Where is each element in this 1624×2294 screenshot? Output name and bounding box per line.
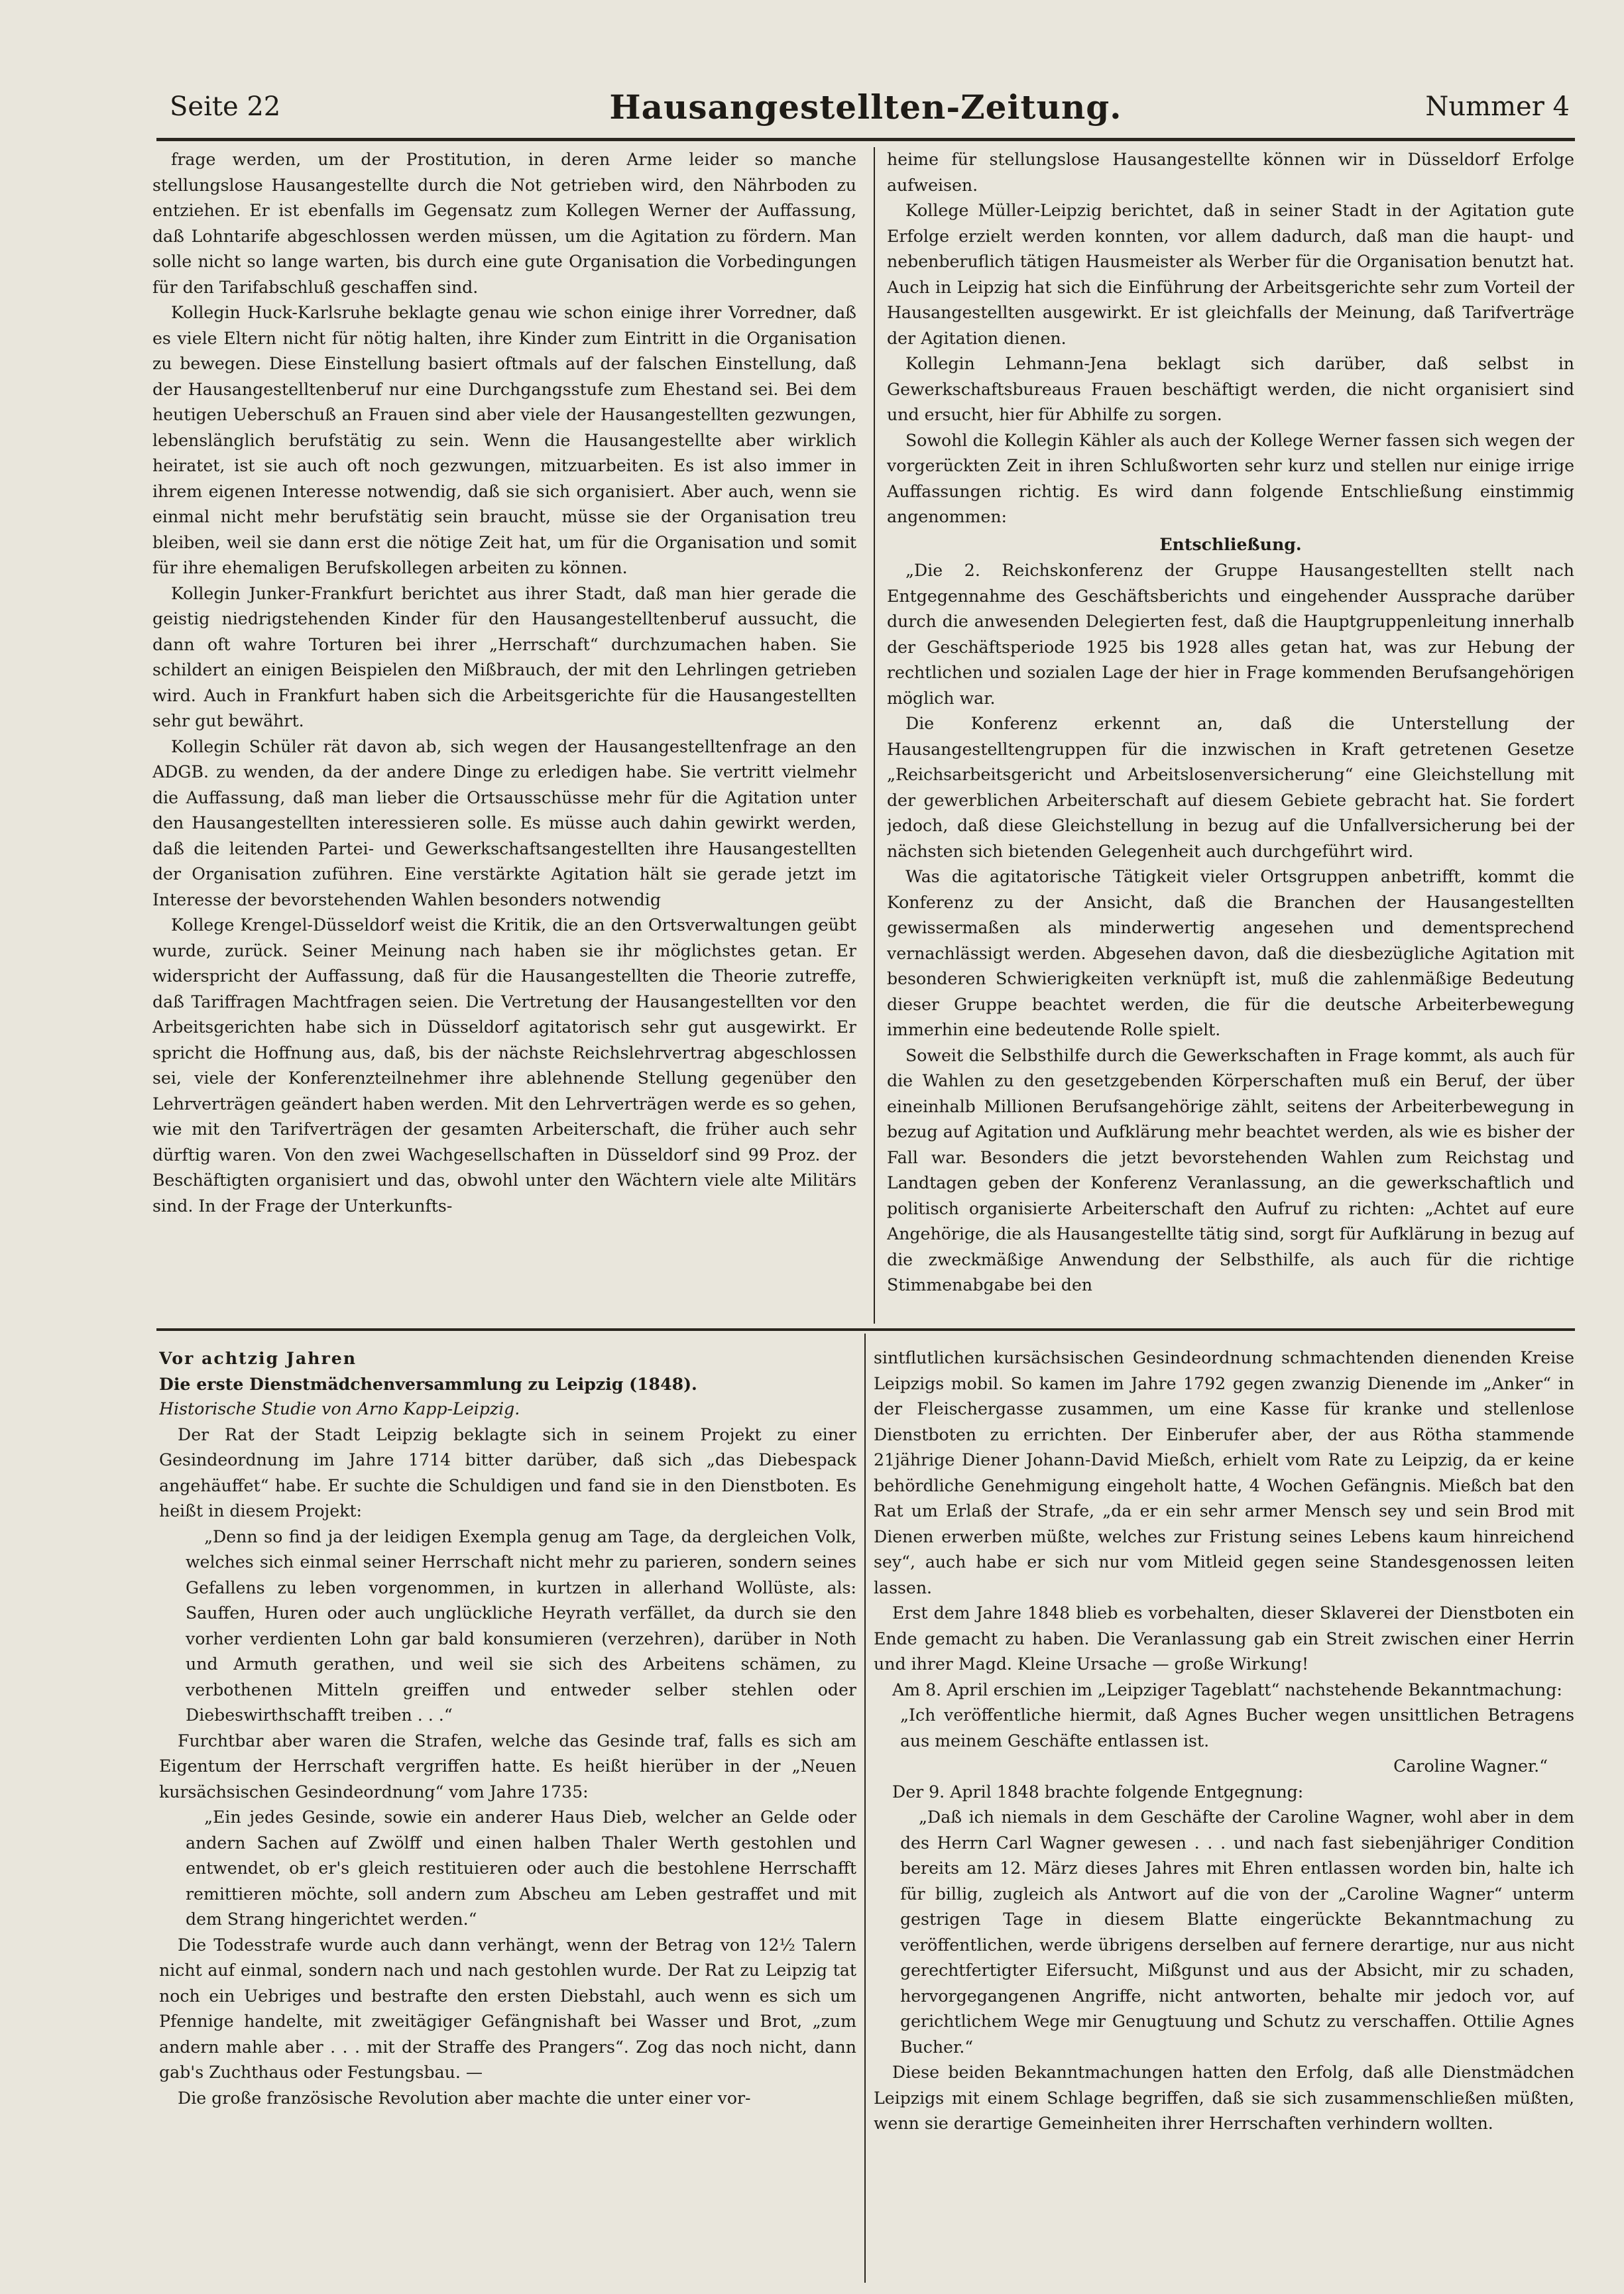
issue-number: Nummer 4: [1425, 91, 1570, 122]
paragraph: Der Rat der Stadt Leipzig beklagte sich in seinem Projekt zu einer Gesindeordnung im Jahre 1714 bitter darüber, daß sich „das Diebespack angehäuffet“ habe. Er suchte die Schuldigen und fand sie in den Dienstboten. Es heißt in diesem Projekt:: [159, 1424, 856, 1520]
paragraph: Die große französische Revolution aber machte die unter einer vor-: [178, 2088, 751, 2108]
paragraph: Was die agitatorische Tätigkeit vieler Ortsgruppen anbetrifft, kommt die Konferenz zu der Ansicht, daß die Branchen der Hausangestellten gewissermaßen als minderwertig angesehen und dementsprechend vernachlässigt werden. Abgesehen davon, daß die diesbezügliche Agitation mit besonderen Schwierigkeiten verknüpft ist, muß die zahlenmäßige Bedeutung dieser Gruppe beachtet werden, die für die deutsche Arbeiterbewegung immerhin eine bedeutende Rolle spielt.: [887, 867, 1574, 1039]
paragraph: frage werden, um der Prostitution, in deren Arme leider so manche stellungslose Hausangestellte durch die Not getrieben wird, den Nährboden zu entziehen. Er ist ebenfalls im Gegensatz zum Kollegen Werner der Auffassung, daß Lohntarife abgeschlossen werden müssen, um die Agitation zu fördern. Man solle nicht so lange warten, bis durch eine gute Organisation die Vorbedingungen für den Tarifabschluß geschaffen sind.: [152, 150, 856, 297]
paragraph: Kollegin Lehmann-Jena beklagt sich darüber, daß selbst in Gewerkschaftsbureaus Frauen beschäftigt werden, die nicht organisiert sind und ersucht, hier für Abhilfe zu sorgen.: [887, 354, 1574, 424]
newspaper-title: Hausangestellten-Zeitung.: [609, 87, 1122, 127]
paragraph: „Die 2. Reichskonferenz der Gruppe Hausangestellten stellt nach Entgegennahme des Geschäftsberichts und eingehender Aussprache darüber durch die anwesenden Delegierten fest, daß die Hauptgruppenleitung innerhalb der Geschäftsperiode 1925 bis 1928 alles getan hat, was zur Hebung der rechtlichen und sozialen Lage der hier in Frage kommenden Berufsangehörigen möglich war.: [887, 561, 1574, 708]
upper-right-column: [887, 147, 1574, 1323]
paragraph: Die Todesstrafe wurde auch dann verhängt, wenn der Betrag von 12½ Talern nicht auf einmal, sondern nach und nach gestohlen wurde. Der Rat zu Leipzig tat noch ein Uebriges und bestrafte den ersten Diebstahl, auch wenn es sich um Pfennige handelte, mit zweitägiger Gefängnishaft bei Wasser und Brot, „zum andern mahle aber . . . mit der Straffe des Prangers“. Zog das noch nicht, dann gab's Zuchthaus oder Festungsbau. —: [159, 1935, 856, 2082]
column-rule: [874, 147, 875, 1324]
article-byline: Historische Studie von Arno Kapp-Leipzig.: [159, 1399, 520, 1418]
page-number: Seite 22: [170, 91, 281, 122]
article-subtitle: Die erste Dienstmädchenversammlung zu Leipzig (1848).: [159, 1373, 697, 1394]
paragraph: Sowohl die Kollegin Kähler als auch der Kollege Werner fassen sich wegen der vorgerückten Zeit in ihren Schlußworten sehr kurz und stellen nur einige irrige Auffassungen richtig. Es wird dann folgende Entschließung einstimmig angenommen:: [887, 430, 1574, 526]
paragraph: Kollegin Junker-Frankfurt berichtet aus ihrer Stadt, daß man hier gerade die geistig niedrigstehenden Kinder für den Hausangestelltenberuf aussucht, die dann oft wahre Torturen bei ihrer „Herrschaft“ durchzumachen haben. Sie schildert an einigen Beispielen den Mißbrauch, der mit den Lehrlingen getrieben wird. Auch in Frankfurt haben sich die Arbeitsgerichte für die Hausangestellten sehr gut bewährt.: [152, 583, 856, 730]
article-title: Vor achtzig Jahren: [159, 1348, 357, 1368]
quote-paragraph: „Daß ich niemals in dem Geschäfte der Caroline Wagner, wohl aber in dem des Herrn Carl Wagner gewesen . . . und nach fast siebenjähriger Condition bereits am 12. März dieses Jahres mit Ehren entlassen worden bin, halte ich für billig, zugleich als Antwort auf die von der „Caroline Wagner“ unterm gestrigen Tage in diesem Blatte eingerückte Bekanntmachung zu veröffentlichen, werde übrigens derselben auf fernere derartige, nur aus nicht gerechtfertigter Eifersucht, Mißgunst und aus der Absicht, mir zu schaden, hervorgegangenen Angriffe, nicht antworten, behalte mir jedoch vor, auf gerichtlichem Wege mir Genugtuung und Schutz zu verschaffen. Ottilie Agnes Bucher.“: [900, 1807, 1574, 2057]
article-right-column: [874, 1346, 1574, 2280]
paragraph: Der 9. April 1848 brachte folgende Entgegnung:: [892, 1782, 1304, 1802]
notice-signature: Caroline Wagner.“: [1393, 1756, 1548, 1776]
paragraph: sintflutlichen kursächsischen Gesindeordnung schmachtenden dienenden Kreise Leipzigs mobil. So kamen im Jahre 1792 gegen zwanzig Dienende im „Anker“ in der Fleischergasse zusammen, um eine Kasse für kranke und stellenlose Dienstboten zu errichten. Der Einberufer aber, der aus Rötha stammende 21jährige Diener Johann-David Mießch, erhielt vom Rate zu Leipzig, da er keine behördliche Genehmigung eingeholt hatte, 4 Wochen Gefängnis. Mießch bat den Rat um Erlaß der Strafe, „da er ein sehr armer Mensch sey und sein Brod mit Dienen erwerben müßte, welches zur Fristung seines Lebens kaum hinreichend sey“, auch habe er sich nur vom Mitleid gegen seine Standesgenossen leiten lassen.: [874, 1348, 1574, 1597]
section-rule: [156, 1328, 1575, 1331]
article-left-column: [159, 1346, 856, 2280]
paragraph: heime für stellungslose Hausangestellte können wir in Düsseldorf Erfolge aufweisen.: [887, 150, 1574, 195]
paragraph: Furchtbar aber waren die Strafen, welche das Gesinde traf, falls es sich am Eigentum der Herrschaft vergriffen hatte. Es heißt hierüber in der „Neuen kursächsischen Gesindeordnung“ vom Jahre 1735:: [159, 1731, 856, 1802]
quote-paragraph: „Denn so find ja der leidigen Exempla genug am Tage, da dergleichen Volk, welches sich einmal seiner Herrschaft nicht mehr zu parieren, sondern seines Gefallens zu leben vorgenommen, in kurtzen in allerhand Wollüste, als: Sauffen, Huren oder auch unglückliche Heyrath verfället, da durch sie den vorher verdienten Lohn gar bald konsumieren (verzehren), darüber in Noth und Armuth gerathen, und weil sie sich des Arbeitens schämen, zu verbothenen Mitteln greiffen und entweder selber stehlen oder Diebeswirthschafft treiben . . .“: [186, 1526, 856, 1725]
paragraph: Kollegin Schüler rät davon ab, sich wegen der Hausangestelltenfrage an den ADGB. zu wenden, da der andere Dinge zu erledigen habe. Sie vertritt vielmehr die Auffassung, daß man lieber die Ortsausschüsse mehr für die Agitation unter den Hausangestellten interessieren solle. Es müsse auch dahin gewirkt werden, daß die leitenden Partei- und Gewerkschaftsangestellten ihre Hausangestellten der Organisation zuführen. Eine verstärkte Agitation hält sie gerade jetzt im Interesse der bevorstehenden Wahlen besonders notwendig: [152, 736, 856, 909]
paragraph: Erst dem Jahre 1848 blieb es vorbehalten, dieser Sklaverei der Dienstboten ein Ende gemacht zu haben. Die Veranlassung gab ein Streit zwischen einer Herrin und ihrer Magd. Kleine Ursache — große Wirkung!: [874, 1603, 1574, 1674]
header-rule: [156, 138, 1575, 141]
paragraph: Kollege Krengel-Düsseldorf weist die Kritik, die an den Ortsverwaltungen geübt wurde, zurück. Seiner Meinung nach haben sie ihr möglichstes getan. Er widerspricht der Auffassung, daß für die Hausangestellten die Theorie zutreffe, daß Tariffragen Machtfragen seien. Die Vertretung der Hausangestellten vor den Arbeitsgerichten habe sich in Düsseldorf agitatorisch sehr gut ausgewirkt. Er spricht die Hoffnung aus, daß, bis der nächste Reichslehrvertrag abgeschlossen sei, viele der Konferenzteilnehmer ihre ablehnende Stellung gegenüber den Lehrverträgen geändert haben werden. Mit den Lehrverträgen werde es so gehen, wie mit den Tarifverträgen der gesamten Arbeiterschaft, die früher auch sehr dürftig waren. Von den zwei Wachgesellschaften in Düsseldorf sind 99 Proz. der Beschäftigten organisiert und das, obwohl unter den Wächtern viele alte Militärs sind. In der Frage der Unterkunfts-: [152, 915, 856, 1216]
paragraph: Soweit die Selbsthilfe durch die Gewerkschaften in Frage kommt, als auch für die Wahlen zu den gesetzgebenden Körperschaften muß ein Beruf, der über eineinhalb Millionen Berufsangehörige zählt, seitens der Arbeiterbewegung in bezug auf Agitation und Aufklärung mehr beachtet werden, als wie es bisher der Fall war. Besonders die jetzt bevorstehenden Wahlen zum Reichstag und Landtagen geben der Konferenz Veranlassung, an die gewerkschaftlich und politisch organisierte Arbeiterschaft den Aufruf zu richten: „Achtet auf eure Angehörige, die als Hausangestellte tätig sind, sorgt für Aufklärung in bezug auf die zweckmäßige Anwendung der Selbsthilfe, als auch für die richtige Stimmenabgabe bei den: [887, 1045, 1574, 1294]
page-header: [156, 85, 1575, 138]
paragraph: Die Konferenz erkennt an, daß die Unterstellung der Hausangestelltengruppen für die inzwischen in Kraft getretenen Gesetze „Reichsarbeitsgericht und Arbeitslosenversicherung“ eine Gleichstellung mit der gewerblichen Arbeiterschaft auf diesem Gebiete gebracht hat. Sie fordert jedoch, daß diese Gleichstellung in bezug auf die Unfallversicherung bei der nächsten sich bietenden Gelegenheit auch durchgeführt wird.: [887, 714, 1574, 861]
paragraph: Am 8. April erschien im „Leipziger Tageblatt“ nachstehende Bekanntmachung:: [892, 1680, 1562, 1699]
resolution-heading: Entschließung.: [1159, 534, 1302, 554]
paragraph: Kollege Müller-Leipzig berichtet, daß in seiner Stadt in der Agitation gute Erfolge erzielt werden konnten, vor allem dadurch, daß man die haupt- und nebenberuflich tätigen Hausmeister als Werber für die Organisation benutzt hat. Auch in Leipzig hat sich die Einführung der Arbeitsgerichte sehr zum Vorteil der Hausangestellten ausgewirkt. Er ist gleichfalls der Meinung, daß Tarifverträge der Agitation dienen.: [887, 201, 1574, 348]
notice-quote: „Ich veröffentliche hiermit, daß Agnes Bucher wegen unsittlichen Betragens aus meinem Geschäfte entlassen ist.: [900, 1705, 1574, 1750]
column-rule: [864, 1334, 866, 2283]
quote-paragraph: „Ein jedes Gesinde, sowie ein anderer Haus Dieb, welcher an Gelde oder andern Sachen auf Zwölff und einen halben Thaler Werth gestohlen und entwendet, ob er's gleich restituieren oder auch die bestohlene Herrschafft remittieren möchte, soll andern zum Abscheu am Leben gestraffet und mit dem Strang hingerichtet werden.“: [186, 1807, 856, 1929]
paragraph: Diese beiden Bekanntmachungen hatten den Erfolg, daß alle Dienstmädchen Leipzigs mit einem Schlage begriffen, daß sie sich zusammenschließen müßten, wenn sie derartige Gemeinheiten ihrer Herrschaften verhindern wollten.: [874, 2063, 1574, 2133]
upper-left-column: [152, 147, 856, 1323]
paragraph: Kollegin Huck-Karlsruhe beklagte genau wie schon einige ihrer Vorredner, daß es viele Eltern nicht für nötig halten, ihre Kinder zum Eintritt in die Organisation zu bewegen. Diese Einstellung basiert oftmals auf der falschen Einstellung, daß der Hausangestelltenberuf nur eine Durchgangsstufe zum Ehestand sei. Bei dem heutigen Ueberschuß an Frauen sind aber viele der Hausangestellten gezwungen, lebenslänglich berufstätig zu sein. Wenn die Hausangestellte aber wirklich heiratet, ist sie auch oft noch gezwungen, mitzuarbeiten. Es ist also immer in ihrem eigenen Interesse notwendig, daß sie sich organisiert. Aber auch, wenn sie einmal nicht mehr berufstätig sein braucht, müsse sie der Organisation treu bleiben, weil sie dann erst die nötige Zeit hat, um für die Organisation und somit für ihre ehemaligen Berufskollegen arbeiten zu können.: [152, 303, 856, 577]
